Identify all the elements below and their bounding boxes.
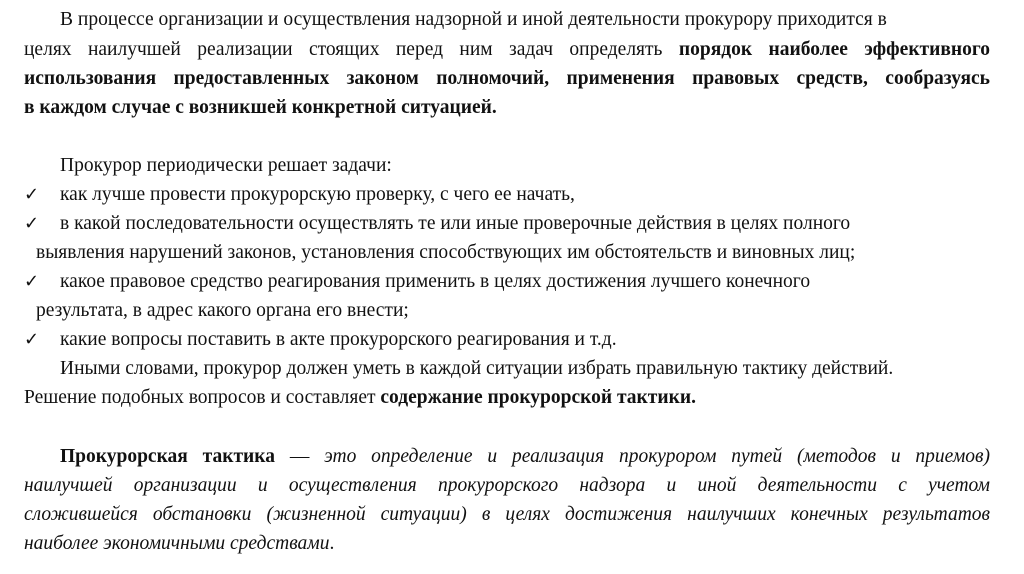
para1-line2-bold: порядок наиболее эффективного <box>678 39 990 60</box>
para3-line1-text: это определение и реализация прокурором путей (методов и приемов) <box>324 446 990 467</box>
para3-line3: сложившейся обстановки (жизненной ситуации) в целях достижения наилучших конечных результатов <box>24 504 990 525</box>
checkmark-icon: ✓ <box>24 213 40 234</box>
para1-line2-text: целях наилучшей реализации стоящих перед ним задач определять <box>24 39 679 60</box>
para2-conclusion-bold: содержание прокурорской тактики. <box>380 387 696 408</box>
para2-conclusion-text: Решение подобных вопросов и составляет <box>24 387 381 408</box>
list-item-2-line2: выявления нарушений законов, установления способствующих им обстоятельств и виновных лиц; <box>36 242 856 263</box>
para2-conclusion-line1: Иными словами, прокурор должен уметь в каждой ситуации избрать правильную тактику действий. <box>60 358 894 379</box>
para1-line1-text: В процессе организации и осуществления надзорной и иной деятельности прокурору приходится в <box>60 9 887 30</box>
para1-line4: в каждом случае с возникшей конкретной ситуацией. <box>24 97 497 118</box>
para2-conclusion-line2 <box>24 384 990 412</box>
para2-intro: Прокурор периодически решает задачи: <box>60 155 392 176</box>
para3-line2: наилучшей организации и осуществления прокурорского надзора и иной деятельности с учетом <box>24 475 990 496</box>
checkmark-icon: ✓ <box>24 329 40 350</box>
checkmark-icon: ✓ <box>24 271 40 292</box>
para3-dash: — <box>274 446 325 467</box>
para3-term: Прокурорская тактика <box>60 446 275 467</box>
para3-line4-text: наиболее экономичными средствами <box>24 533 330 554</box>
list-item-1: как лучше провести прокурорскую проверку, с чего ее начать, <box>60 184 575 205</box>
list-item-3-line1: какое правовое средство реагирования применить в целях достижения лучшего конечного <box>60 271 811 292</box>
para3-line4-end: . <box>329 533 335 554</box>
para1-line1 <box>24 6 990 34</box>
para3-line1 <box>24 443 990 471</box>
checkmark-icon: ✓ <box>24 184 40 205</box>
para3-line4 <box>24 530 990 558</box>
list-item-4: какие вопросы поставить в акте прокурорского реагирования и т.д. <box>60 329 617 350</box>
para1-line2 <box>24 36 990 64</box>
list-item-3-line2: результата, в адрес какого органа его внести; <box>36 300 409 321</box>
para1-line3: использования предоставленных законом полномочий, применения правовых средств, сообразуясь <box>24 68 990 89</box>
list-item-2-line1: в какой последовательности осуществлять те или иные проверочные действия в целях полного <box>60 213 851 234</box>
